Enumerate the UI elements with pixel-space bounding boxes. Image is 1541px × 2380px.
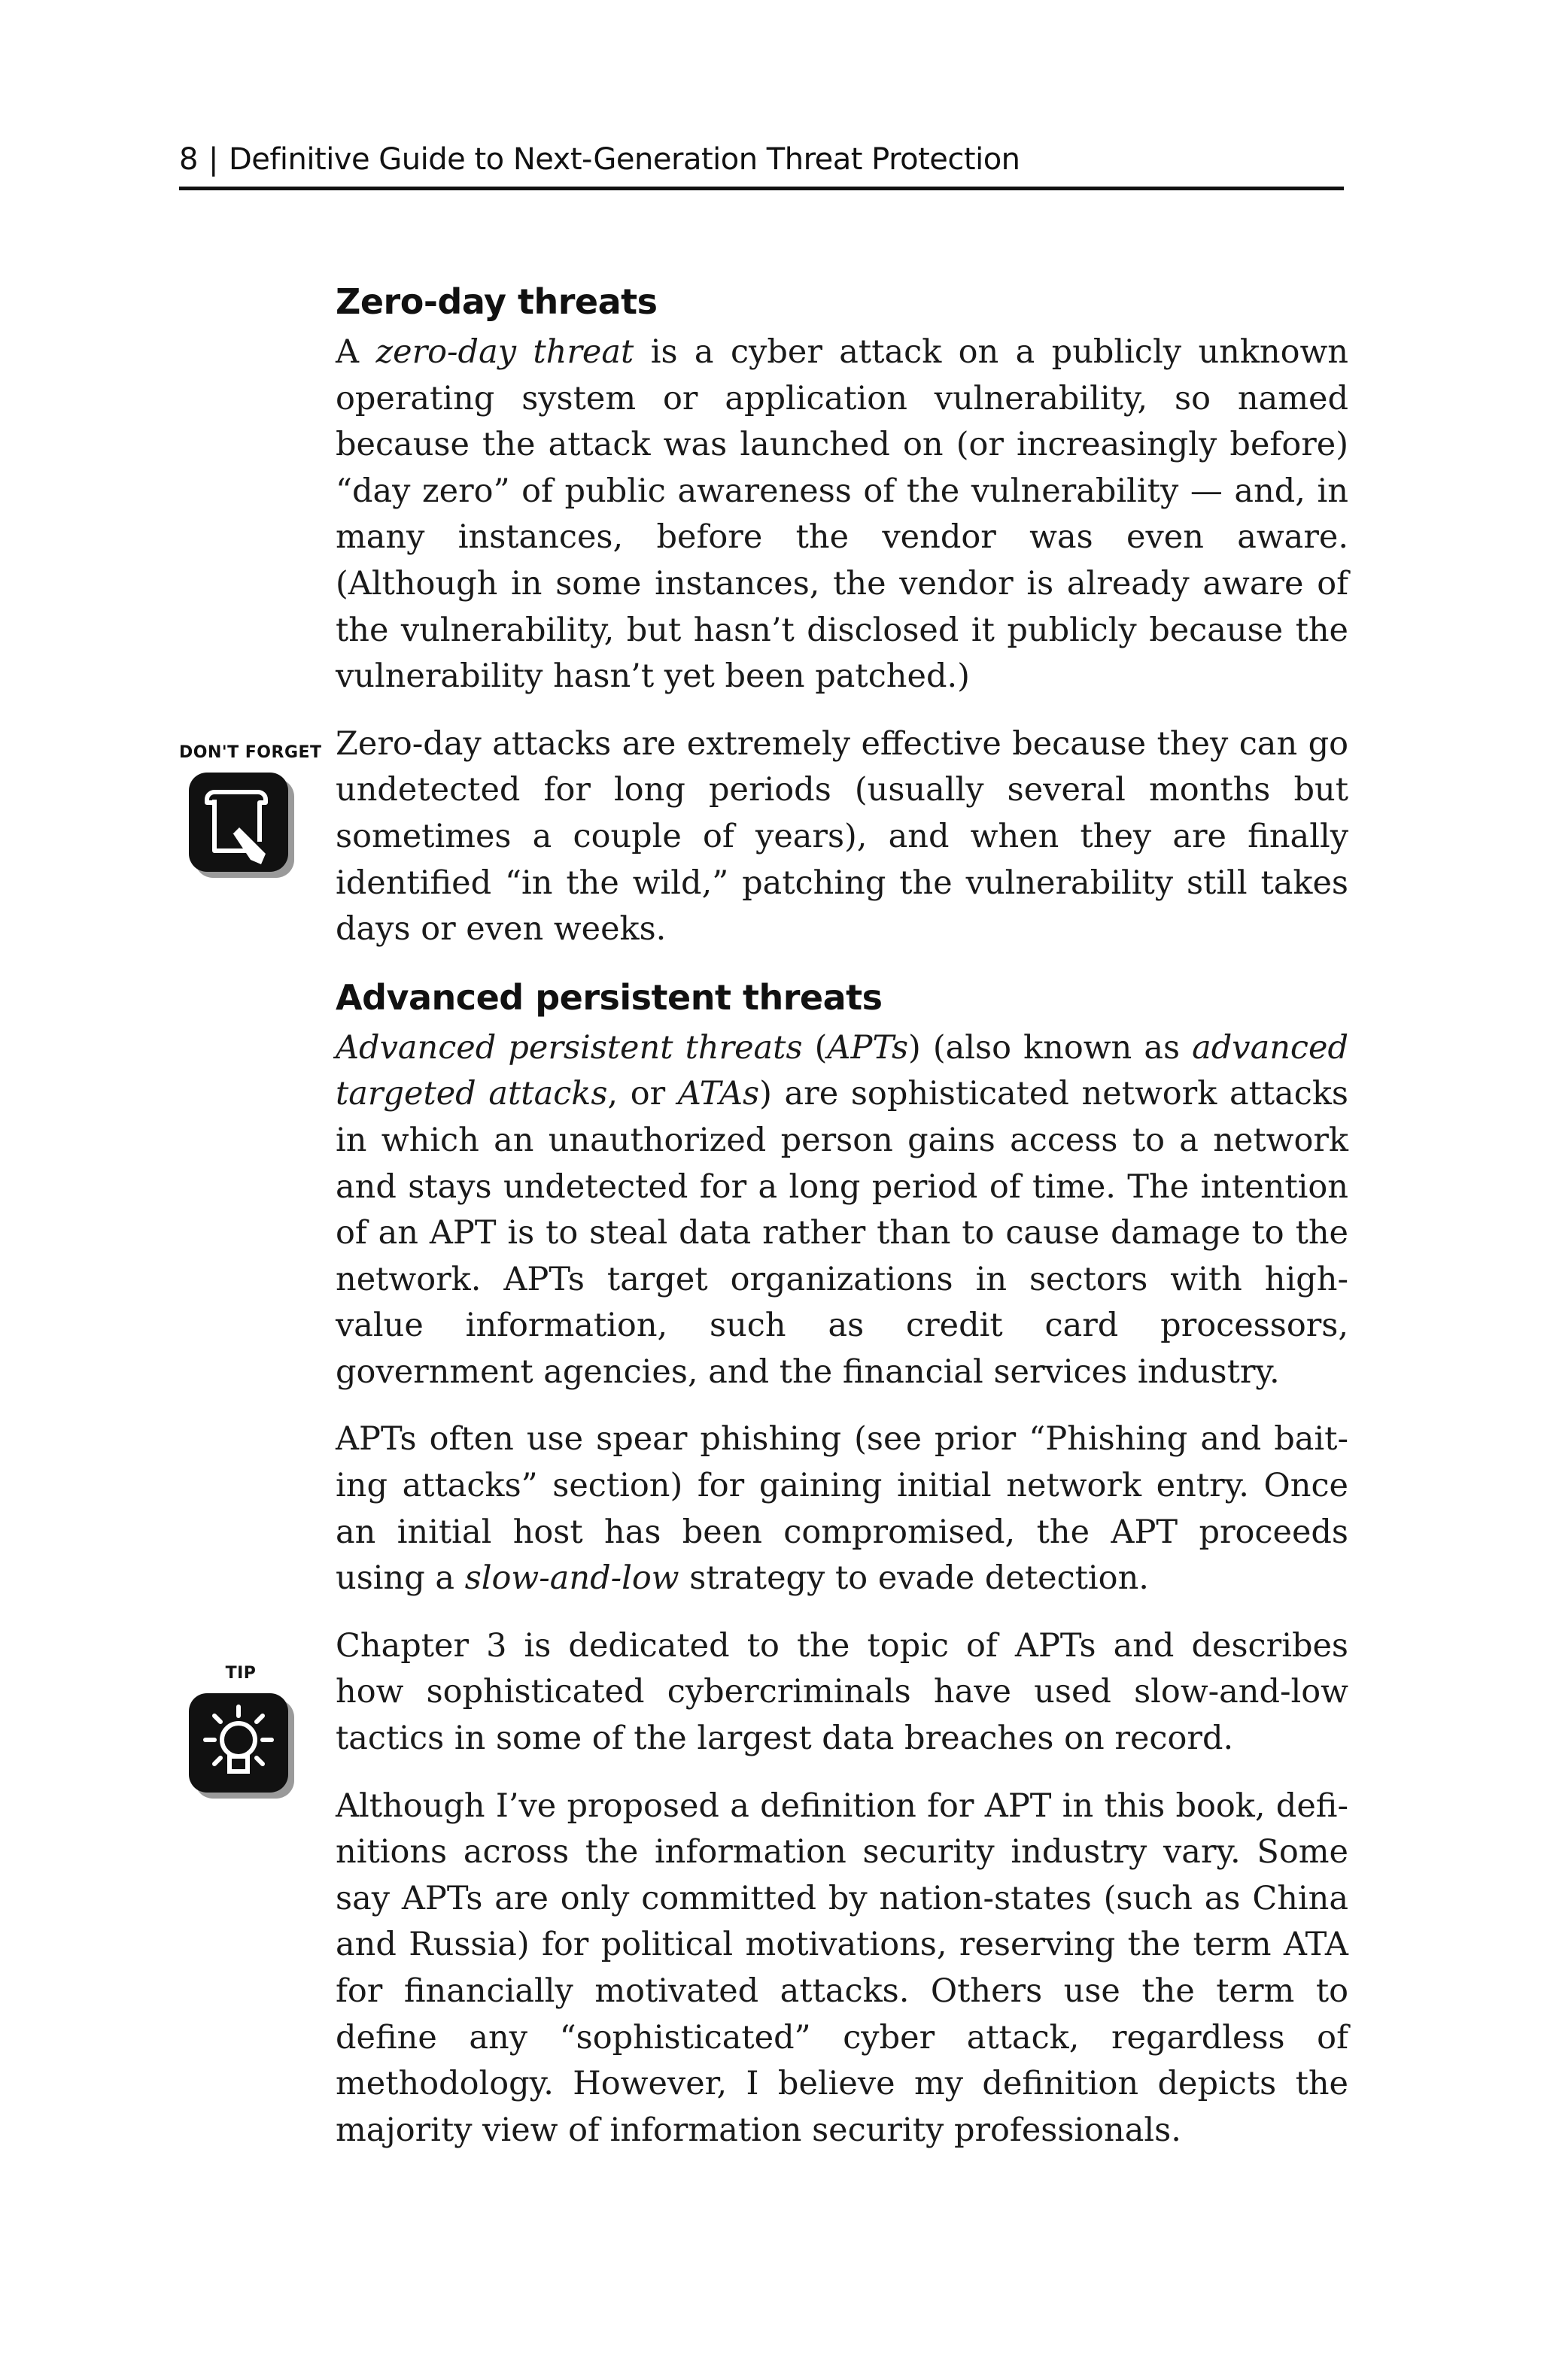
scroll-pen-icon [186,770,299,882]
apt-paragraph-1: Advanced persistent threats (APTs) (also known as advanced targeted attacks, or ATAs) are sophisticated network attacks in which an unauthorized person gains access to a network and stays undetected for a long period of time. The intention of an APT is to steal data rather than to cause damage to the network. APTs target organizations in sectors with high-value information, such as credit card processors, government agencies, and the financial services industry. [336,1028,1349,1391]
section-heading-zero-day: Zero-day threats [336,281,658,322]
term-zero-day-threat: zero-day threat [375,333,634,371]
term-advanced-persistent-threats: Advanced persistent threats [336,1028,803,1067]
term-slow-and-low: slow-and-low [464,1559,679,1598]
term-advanced-targeted-attacks: advanced targeted attacks [336,1028,1348,1113]
lightbulb-icon [186,1690,299,1803]
zero-day-paragraph-1: A zero-day threat is a cyber attack on a publicly unknown operating system or application vulnerability, so named because the attack was launched on (or increasingly before) “day zero” of public awareness of the vulnerability — and, in many instances, before the vendor was even aware. (Although in some instances, the vendor is already aware of the vulnerability, but hasn’t disclosed it publicly because the vulnerability hasn’t yet been patched.) [336,333,1348,696]
term-atas: ATAs [677,1075,760,1113]
header-rule [179,187,1344,190]
tip-label: TIP [225,1664,257,1683]
header-separator: | [208,142,218,177]
dont-forget-callout [179,743,322,882]
page-number: 8 [179,142,198,177]
running-header [179,137,1344,187]
apt-paragraph-3: Chapter 3 is dedicated to the topic of APTs and describes how sophisticated cybercriminals have used slow-and-low tactics in some of the largest data breaches on record. [336,1626,1348,1758]
term-apts: APTs [827,1028,909,1067]
section-heading-apt: Advanced persistent threats [336,976,883,1018]
dont-forget-label: DON'T FORGET [179,743,322,762]
apt-paragraph-4: Although I’ve proposed a definition for APT in this book, definitions across the information security industry vary. Some say APTs are only committed by nation-states (such as China and Russia) for political motivations, reserving the term ATA for financially motivated attacks. Others use the term to define any “sophisticated” cyber attack, regardless of methodology. However, I believe my definition depicts the majority view of information security professionals. [336,1787,1348,2149]
main-content [336,280,1348,2175]
apt-paragraph-2: APTs often use spear phishing (see prior “Phishing and baiting attacks” section) for gaining initial network entry. Once an initial host has been compromised, the APT proceeds using a slow-and-low strategy to evade detection. [336,1420,1348,1598]
tip-callout [179,1664,302,1803]
zero-day-paragraph-2: Zero-day attacks are extremely effective because they can go undetected for long periods (usually several months but sometimes a couple of years), and when they are finally identified “in the wild,” patching the vulnerability still takes days or even weeks. [336,724,1348,949]
book-title: Definitive Guide to Next-Generation Threat Protection [228,142,1020,177]
